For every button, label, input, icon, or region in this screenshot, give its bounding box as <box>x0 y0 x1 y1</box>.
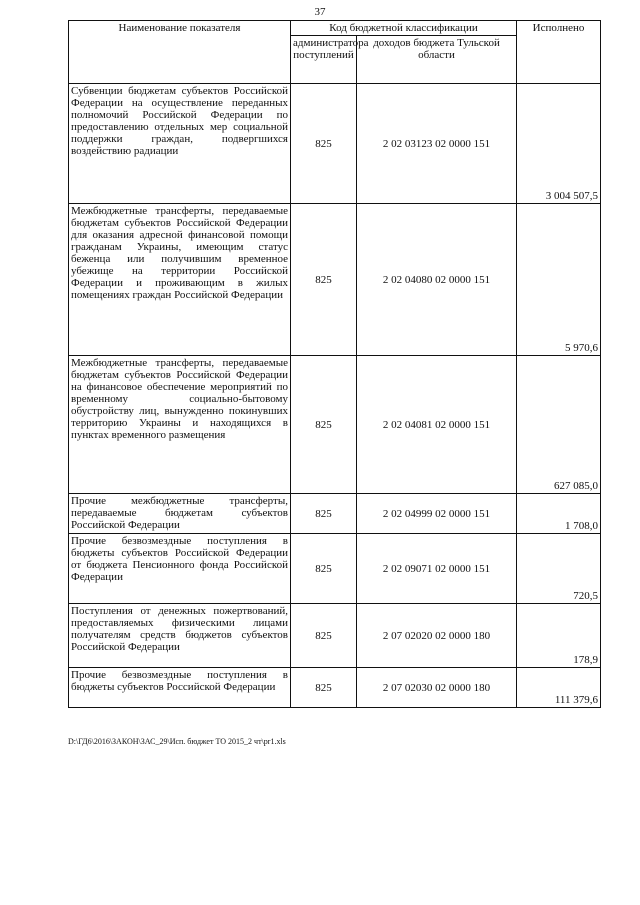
row-admin: 825 <box>291 494 357 534</box>
row-admin: 825 <box>291 84 357 204</box>
row-executed: 111 379,6 <box>517 668 601 708</box>
row-executed: 5 970,6 <box>517 204 601 356</box>
header-admin: администратора поступлений <box>291 36 357 84</box>
header-name: Наименование показателя <box>69 21 291 84</box>
row-admin: 825 <box>291 204 357 356</box>
row-code: 2 02 03123 02 0000 151 <box>357 84 517 204</box>
page-number: 37 <box>314 6 326 18</box>
row-name: Прочие безвозмездные поступления в бюджеты субъектов Российской Федерации от бюджета Пенсионного фонда Российской Федерации <box>69 534 291 604</box>
row-executed: 627 085,0 <box>517 356 601 494</box>
table-row <box>69 204 601 356</box>
row-executed: 3 004 507,5 <box>517 84 601 204</box>
row-code: 2 02 04999 02 0000 151 <box>357 494 517 534</box>
row-admin: 825 <box>291 604 357 668</box>
table-row <box>69 668 601 708</box>
row-code: 2 07 02030 02 0000 180 <box>357 668 517 708</box>
row-executed: 720,5 <box>517 534 601 604</box>
row-name: Прочие безвозмездные поступления в бюджеты субъектов Российской Федерации <box>69 668 291 708</box>
table-row <box>69 604 601 668</box>
row-executed: 1 708,0 <box>517 494 601 534</box>
table-row <box>69 534 601 604</box>
header-executed: Исполнено <box>517 21 601 84</box>
budget-table <box>68 20 601 708</box>
row-code: 2 02 04080 02 0000 151 <box>357 204 517 356</box>
row-name: Субвенции бюджетам субъектов Российской Федерации на осуществление переданных полномочий Российской Федерации по предоставлению отдельных мер социальной поддержки граждан, подвергшихся воздействию радиации <box>69 84 291 204</box>
file-path-footer: D:\ГД6\2016\ЗАКОН\ЗАС_29\Исп. бюджет ТО 2015_2 чт\pr1.xls <box>68 737 286 746</box>
table-row <box>69 84 601 204</box>
row-name: Межбюджетные трансферты, передаваемые бюджетам субъектов Российской Федерации для оказания адресной финансовой помощи гражданам Украины, имеющим статус беженца или получившим временное убежище на территории Российской Федерации и проживающим в жилых помещениях граждан Российской Федерации <box>69 204 291 356</box>
row-name: Поступления от денежных пожертвований, предоставляемых физическими лицами получателям средств бюджетов субъектов Российской Федерации <box>69 604 291 668</box>
table-row <box>69 356 601 494</box>
row-admin: 825 <box>291 668 357 708</box>
header-income: доходов бюджета Тульской области <box>357 36 517 84</box>
row-executed: 178,9 <box>517 604 601 668</box>
header-code-group: Код бюджетной классификации <box>291 21 517 36</box>
row-code: 2 02 09071 02 0000 151 <box>357 534 517 604</box>
row-name: Прочие межбюджетные трансферты, передаваемые бюджетам субъектов Российской Федерации <box>69 494 291 534</box>
row-name: Межбюджетные трансферты, передаваемые бюджетам субъектов Российской Федерации на финансовое обеспечение мероприятий по временному социально-бытовому обустройству лиц, вынужденно покинувших территорию Украины и находящихся в пунктах временного размещения <box>69 356 291 494</box>
table-row <box>69 494 601 534</box>
row-code: 2 07 02020 02 0000 180 <box>357 604 517 668</box>
row-code: 2 02 04081 02 0000 151 <box>357 356 517 494</box>
row-admin: 825 <box>291 534 357 604</box>
row-admin: 825 <box>291 356 357 494</box>
